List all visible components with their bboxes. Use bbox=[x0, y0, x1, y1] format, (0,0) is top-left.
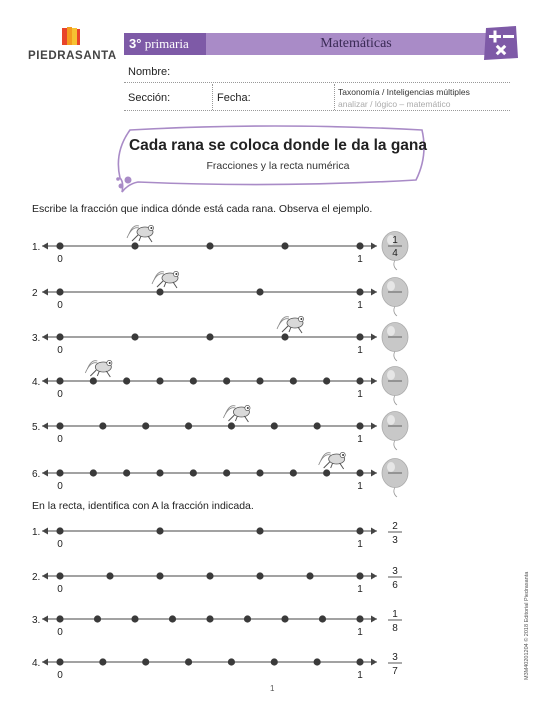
p1-row-tick-dot bbox=[356, 422, 363, 429]
p2-row-one-label: 1 bbox=[357, 539, 363, 550]
p1-row-label: 4. bbox=[32, 377, 41, 388]
p1-row-tick-dot bbox=[256, 377, 263, 384]
section-label: Sección: bbox=[128, 92, 171, 104]
p1-row-tick-dot bbox=[90, 377, 97, 384]
p1-row-zero-label: 0 bbox=[57, 300, 63, 311]
balloon-shine bbox=[387, 415, 395, 425]
p1-row-label: 5. bbox=[32, 422, 41, 433]
p1-row-tick-dot bbox=[90, 469, 97, 476]
arrow-left-icon bbox=[42, 243, 48, 250]
p1-row-tick-dot bbox=[56, 242, 63, 249]
p2-row-tick-dot bbox=[206, 615, 213, 622]
arrow-right-icon bbox=[371, 470, 377, 477]
p2-row-one-label: 1 bbox=[357, 670, 363, 681]
arrow-left-icon bbox=[42, 659, 48, 666]
p1-row-tick-dot bbox=[142, 422, 149, 429]
p1-row-tick-dot bbox=[56, 288, 63, 295]
p2-row-label: 4. bbox=[32, 658, 41, 669]
p2-row-tick-dot bbox=[56, 527, 63, 534]
p1-row-one-label: 1 bbox=[357, 254, 363, 265]
p2-row-tick-dot bbox=[169, 615, 176, 622]
p1-row-tick-dot bbox=[99, 422, 106, 429]
p2-row-tick-dot bbox=[314, 658, 321, 665]
p1-row-zero-label: 0 bbox=[57, 389, 63, 400]
p1-row-tick-dot bbox=[228, 422, 235, 429]
balloon-string bbox=[394, 487, 397, 497]
balloon-string bbox=[394, 260, 397, 270]
taxonomy-values: analizar / lógico – matemático bbox=[338, 99, 451, 109]
arrow-right-icon bbox=[371, 616, 377, 623]
arrow-right-icon bbox=[371, 528, 377, 535]
target-numerator: 2 bbox=[392, 521, 398, 532]
p1-row-tick-dot bbox=[223, 469, 230, 476]
p1-row-one-label: 1 bbox=[357, 389, 363, 400]
p2-row-tick-dot bbox=[356, 615, 363, 622]
p1-row-tick-dot bbox=[323, 377, 330, 384]
p2-row-zero-label: 0 bbox=[57, 627, 63, 638]
p2-row-tick-dot bbox=[99, 658, 106, 665]
p1-row-tick-dot bbox=[223, 377, 230, 384]
p2-row-tick-dot bbox=[319, 615, 326, 622]
p2-row-zero-label: 0 bbox=[57, 539, 63, 550]
part1-instruction: Escribe la fracción que indica dónde está cada rana. Observa el ejemplo. bbox=[32, 203, 373, 215]
p1-row-tick-dot bbox=[56, 469, 63, 476]
p2-row-label: 3. bbox=[32, 615, 41, 626]
copyright-sidebar bbox=[522, 552, 532, 682]
balloon-string bbox=[394, 395, 397, 405]
p1-row-label: 6. bbox=[32, 469, 41, 480]
target-denominator: 7 bbox=[392, 666, 398, 677]
p2-row-tick-dot bbox=[244, 615, 251, 622]
worksheet-title: Cada rana se coloca donde le da la gana bbox=[128, 137, 428, 154]
frog-icon bbox=[223, 405, 250, 422]
p2-row-one-label: 1 bbox=[357, 584, 363, 595]
target-denominator: 6 bbox=[392, 580, 398, 591]
grade-word: primaria bbox=[144, 36, 189, 51]
p2-row-tick-dot bbox=[206, 572, 213, 579]
target-numerator: 1 bbox=[392, 609, 398, 620]
p2-row-zero-label: 0 bbox=[57, 670, 63, 681]
p1-row-tick-dot bbox=[356, 377, 363, 384]
arrow-right-icon bbox=[371, 378, 377, 385]
p2-row-tick-dot bbox=[356, 527, 363, 534]
p1-row-label: 1. bbox=[32, 242, 41, 253]
p1-row-tick-dot bbox=[190, 469, 197, 476]
arrow-left-icon bbox=[42, 289, 48, 296]
p1-row-tick-dot bbox=[356, 288, 363, 295]
p2-row-label: 2. bbox=[32, 572, 41, 583]
p1-row-one-label: 1 bbox=[357, 345, 363, 356]
taxonomy-label: Taxonomía / Inteligencias múltiples bbox=[338, 87, 470, 97]
arrow-right-icon bbox=[371, 243, 377, 250]
p1-row-label: 3. bbox=[32, 333, 41, 344]
p2-row-one-label: 1 bbox=[357, 627, 363, 638]
frog-pupil bbox=[342, 454, 344, 456]
p2-row-tick-dot bbox=[281, 615, 288, 622]
arrow-left-icon bbox=[42, 423, 48, 430]
p1-row-tick-dot bbox=[281, 242, 288, 249]
p2-row-tick-dot bbox=[106, 572, 113, 579]
p1-row-tick-dot bbox=[56, 377, 63, 384]
frog-icon bbox=[319, 452, 346, 469]
balloon-denominator: 4 bbox=[392, 248, 398, 259]
p1-row-tick-dot bbox=[314, 422, 321, 429]
target-denominator: 3 bbox=[392, 535, 398, 546]
target-numerator: 3 bbox=[392, 566, 398, 577]
balloon-shine bbox=[387, 462, 395, 472]
balloon-string bbox=[394, 306, 397, 316]
p1-row-tick-dot bbox=[256, 288, 263, 295]
part2-instruction: En la recta, identifica con A la fracción indicada. bbox=[32, 500, 254, 512]
frog-pupil bbox=[300, 318, 302, 320]
copyright-text: M3M40201204 © 2018 Editorial Piedrasanta bbox=[524, 571, 530, 680]
balloon bbox=[382, 367, 408, 406]
balloon bbox=[382, 278, 408, 317]
p1-row-tick-dot bbox=[131, 242, 138, 249]
p2-row-tick-dot bbox=[256, 527, 263, 534]
frog-pupil bbox=[109, 362, 111, 364]
p2-row-tick-dot bbox=[156, 572, 163, 579]
p1-row-tick-dot bbox=[323, 469, 330, 476]
p1-row-zero-label: 0 bbox=[57, 254, 63, 265]
p2-row-tick-dot bbox=[356, 658, 363, 665]
balloon bbox=[382, 412, 408, 451]
arrow-right-icon bbox=[371, 573, 377, 580]
page-number: 1 bbox=[270, 684, 275, 693]
p2-row-tick-dot bbox=[156, 527, 163, 534]
p1-row-tick-dot bbox=[190, 377, 197, 384]
target-denominator: 8 bbox=[392, 623, 398, 634]
p1-row-tick-dot bbox=[256, 469, 263, 476]
p2-row-zero-label: 0 bbox=[57, 584, 63, 595]
p2-row-label: 1. bbox=[32, 527, 41, 538]
p1-row-one-label: 1 bbox=[357, 481, 363, 492]
p2-row-tick-dot bbox=[356, 572, 363, 579]
p2-row-tick-dot bbox=[56, 658, 63, 665]
arrow-left-icon bbox=[42, 528, 48, 535]
name-label: Nombre: bbox=[128, 66, 171, 78]
worksheet-subtitle: Fracciones y la recta numérica bbox=[206, 160, 350, 172]
frog-icon bbox=[152, 271, 179, 288]
p1-row-tick-dot bbox=[356, 333, 363, 340]
p2-row-tick-dot bbox=[185, 658, 192, 665]
p1-row-tick-dot bbox=[206, 242, 213, 249]
p1-row-tick-dot bbox=[290, 377, 297, 384]
arrow-left-icon bbox=[42, 334, 48, 341]
p1-row-one-label: 1 bbox=[357, 434, 363, 445]
date-label: Fecha: bbox=[217, 92, 251, 104]
p2-row-tick-dot bbox=[228, 658, 235, 665]
arrow-right-icon bbox=[371, 289, 377, 296]
p1-row-tick-dot bbox=[123, 377, 130, 384]
p1-row-tick-dot bbox=[131, 333, 138, 340]
p1-row-zero-label: 0 bbox=[57, 345, 63, 356]
grade-number: 3° bbox=[129, 36, 142, 51]
p1-row-tick-dot bbox=[56, 422, 63, 429]
p1-row-tick-dot bbox=[156, 469, 163, 476]
p1-row-label: 2 bbox=[32, 288, 38, 299]
p2-row-tick-dot bbox=[94, 615, 101, 622]
p1-row-tick-dot bbox=[356, 469, 363, 476]
balloon bbox=[382, 459, 408, 498]
arrow-left-icon bbox=[42, 616, 48, 623]
balloon-shine bbox=[387, 281, 395, 291]
target-numerator: 3 bbox=[392, 652, 398, 663]
balloon-shine bbox=[387, 326, 395, 336]
frog-pupil bbox=[247, 407, 249, 409]
frog-icon bbox=[277, 316, 304, 333]
p1-row-tick-dot bbox=[156, 377, 163, 384]
p1-row-tick-dot bbox=[206, 333, 213, 340]
p1-row-tick-dot bbox=[281, 333, 288, 340]
frog-icon bbox=[85, 360, 112, 377]
frog-pupil bbox=[150, 227, 152, 229]
p1-row-one-label: 1 bbox=[357, 300, 363, 311]
p1-row-tick-dot bbox=[185, 422, 192, 429]
p2-row-tick-dot bbox=[142, 658, 149, 665]
p1-row-tick-dot bbox=[56, 333, 63, 340]
p1-row-tick-dot bbox=[290, 469, 297, 476]
p2-row-tick-dot bbox=[306, 572, 313, 579]
arrow-left-icon bbox=[42, 378, 48, 385]
arrow-left-icon bbox=[42, 573, 48, 580]
p2-row-tick-dot bbox=[56, 572, 63, 579]
balloon-string bbox=[394, 440, 397, 450]
balloon-shine bbox=[387, 370, 395, 380]
p1-row-tick-dot bbox=[123, 469, 130, 476]
p2-row-tick-dot bbox=[56, 615, 63, 622]
arrow-right-icon bbox=[371, 423, 377, 430]
p1-row-tick-dot bbox=[356, 242, 363, 249]
arrow-left-icon bbox=[42, 470, 48, 477]
p2-row-tick-dot bbox=[256, 572, 263, 579]
arrow-right-icon bbox=[371, 334, 377, 341]
p1-row-tick-dot bbox=[271, 422, 278, 429]
balloon-numerator: 1 bbox=[392, 235, 398, 246]
p2-row-tick-dot bbox=[131, 615, 138, 622]
frog-icon bbox=[127, 225, 154, 242]
arrow-right-icon bbox=[371, 659, 377, 666]
p2-row-tick-dot bbox=[271, 658, 278, 665]
p1-row-zero-label: 0 bbox=[57, 481, 63, 492]
frog-pupil bbox=[175, 273, 177, 275]
p1-row-tick-dot bbox=[156, 288, 163, 295]
balloon bbox=[382, 323, 408, 362]
publisher-logo: PIEDRASANTA bbox=[28, 50, 117, 62]
balloon-string bbox=[394, 351, 397, 361]
p1-row-zero-label: 0 bbox=[57, 434, 63, 445]
subject-title: Matemáticas bbox=[320, 36, 392, 51]
